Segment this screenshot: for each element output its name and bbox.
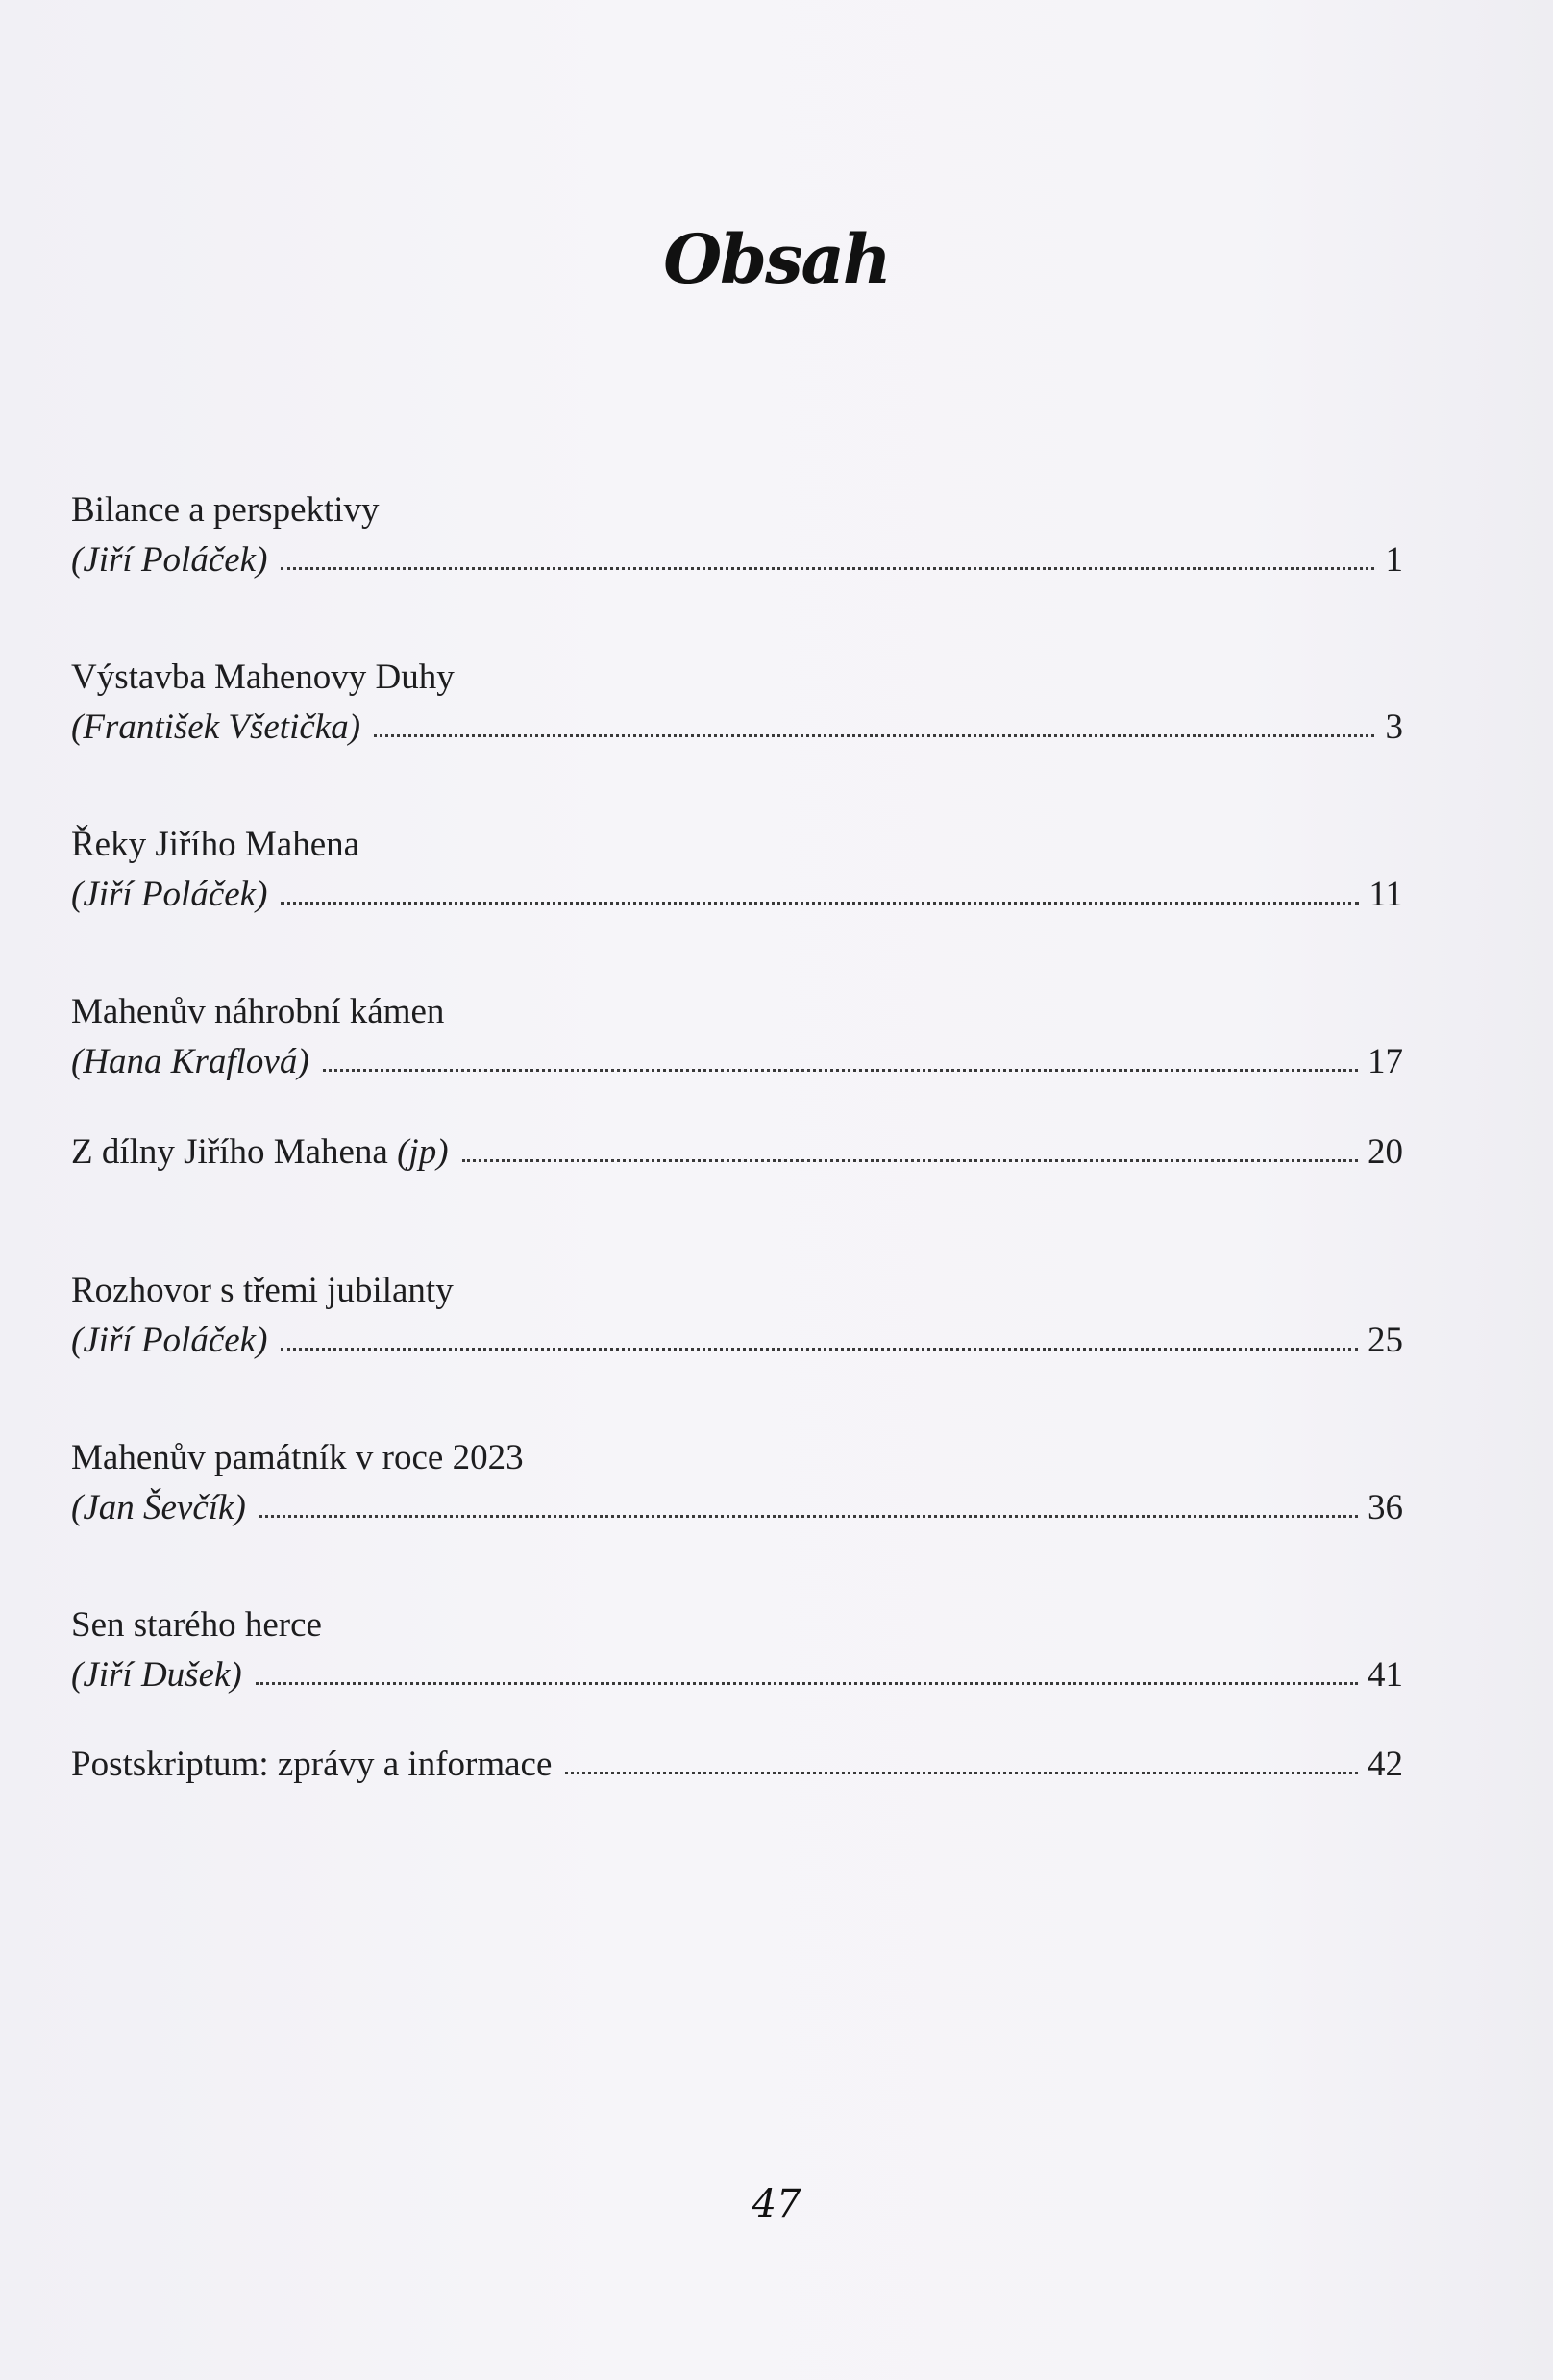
toc-entry-title: Sen starého herce [71,1605,322,1645]
dot-leader [259,1515,1358,1518]
toc-entry-title: Mahenův náhrobní kámen [71,992,445,1031]
toc-entry-line [71,870,1403,920]
toc-entry-author: (Jan Ševčík) [71,1488,246,1527]
toc-entry [71,1600,1403,1700]
dot-leader [323,1069,1358,1072]
dot-leader [565,1772,1358,1774]
toc-entry-title: Z dílny Jiřího Mahena [71,1132,388,1172]
toc-entry-title: Řeky Jiřího Mahena [71,825,360,864]
toc-entry-page: 25 [1368,1321,1403,1360]
toc-entry-title: Výstavba Mahenovy Duhy [71,657,455,697]
toc-entry-line [71,1037,1403,1087]
toc-entry [71,485,1403,585]
dot-leader [462,1159,1358,1162]
toc-entry-line [71,1483,1403,1533]
toc-entry [71,1433,1403,1533]
toc-entry-line [71,1128,1403,1178]
page-number: 47 [752,2182,801,2226]
toc-entry-author: (František Všetička) [71,707,361,747]
toc-entry-author: (Jiří Poláček) [71,540,268,580]
toc-entry-line [71,1316,1403,1366]
toc-entry-author: (Jiří Poláček) [71,875,268,914]
toc-entry [71,1740,1403,1790]
toc-entry-author: (Hana Kraflová) [71,1042,309,1081]
toc-entry-author: (Jiří Poláček) [71,1321,268,1360]
toc-entry-line [71,703,1403,753]
toc-entry-page: 1 [1385,540,1403,580]
toc-entry-title: Rozhovor s třemi jubilanty [71,1271,454,1310]
dot-leader [256,1682,1358,1685]
toc-entry-title: Mahenův památník v roce 2023 [71,1438,524,1477]
toc-entry [71,653,1403,753]
toc-entry-page: 41 [1368,1655,1403,1695]
toc-entry [71,820,1403,920]
dot-leader [281,567,1374,570]
toc-entry-line [71,1650,1403,1700]
toc-entry-title: Postskriptum: zprávy a informace [71,1745,553,1784]
toc-entry [71,987,1403,1087]
toc-entry-title: Bilance a perspektivy [71,490,380,530]
toc-entry [71,1128,1403,1178]
page-title: Obsah [663,219,890,299]
toc-entry-page: 36 [1368,1488,1403,1527]
toc-entry-line [71,1740,1403,1790]
toc-entry-author: (jp) [397,1132,449,1172]
dot-leader [281,902,1359,905]
dot-leader [281,1348,1358,1351]
toc-entry-page: 11 [1368,875,1403,914]
toc-entry-line [71,535,1403,585]
toc-entry-page: 17 [1368,1042,1403,1081]
toc-entry-page: 20 [1368,1132,1403,1172]
toc-entry-author: (Jiří Dušek) [71,1655,242,1695]
toc-entry [71,1266,1403,1366]
dot-leader [374,734,1374,737]
toc-entry-page: 3 [1385,707,1403,747]
toc-entry-page: 42 [1368,1745,1403,1784]
